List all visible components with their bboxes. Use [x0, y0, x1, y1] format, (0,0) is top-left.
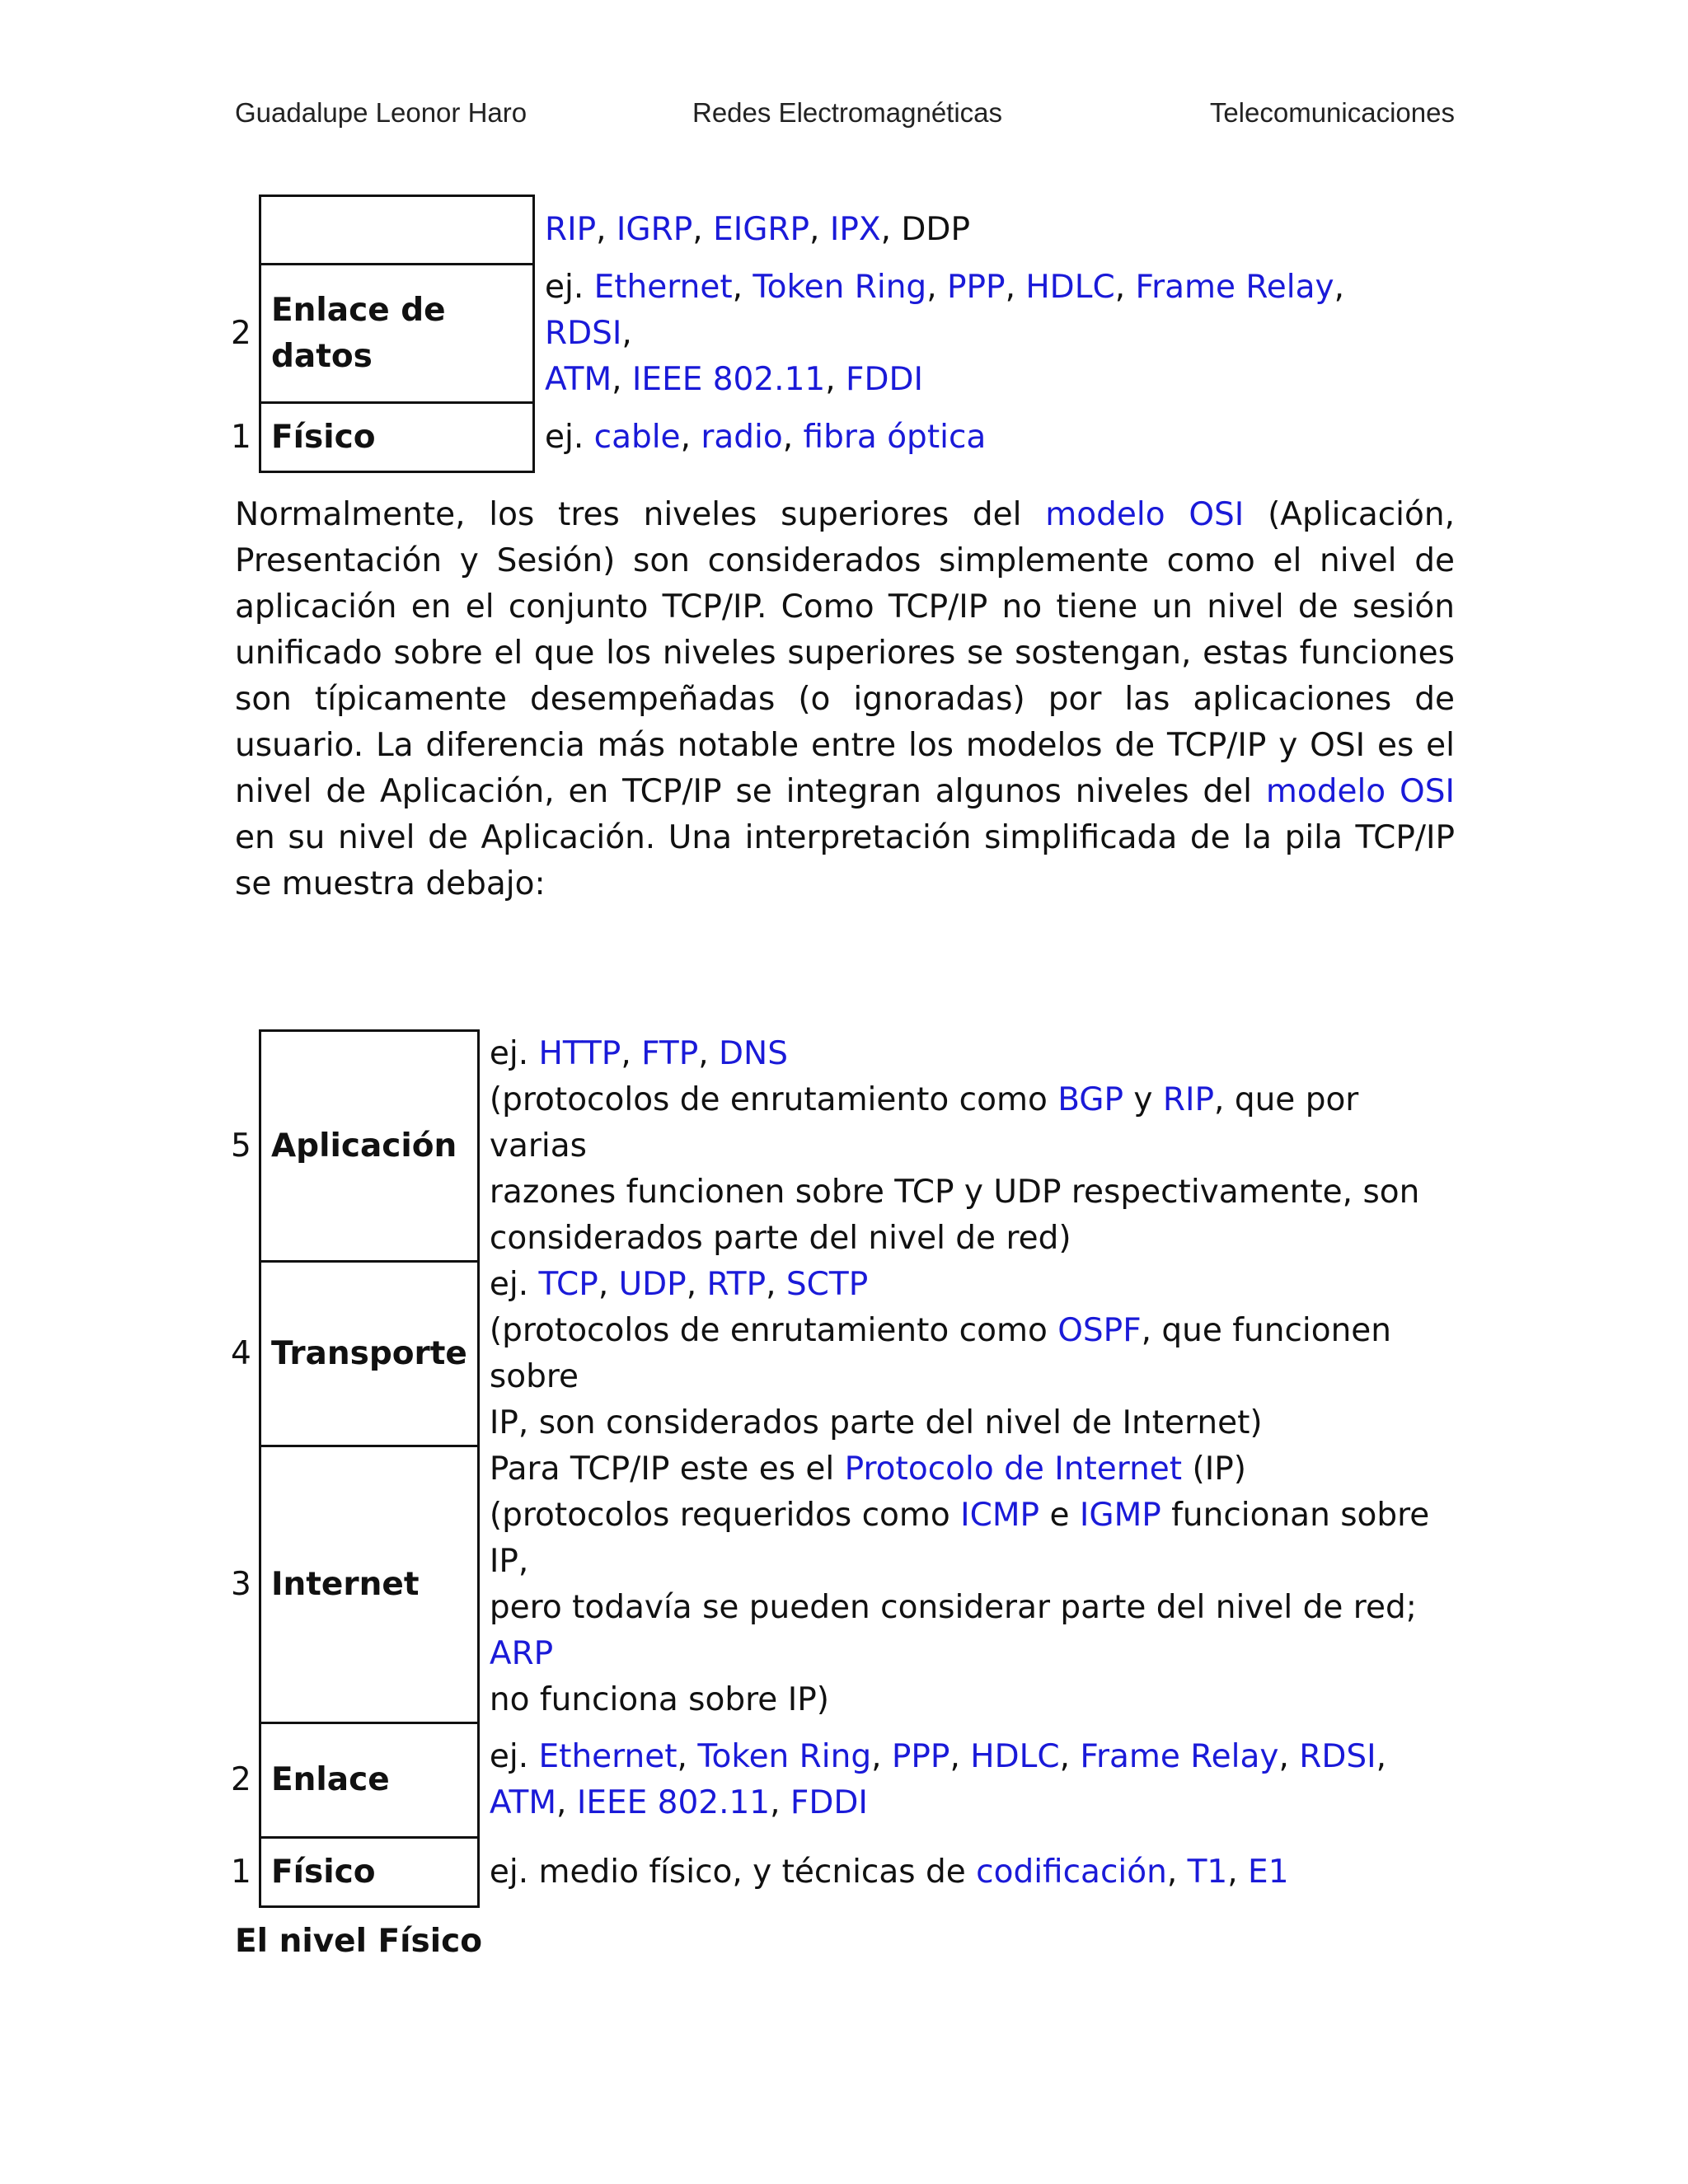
layer-name: Físico: [260, 403, 534, 472]
layer-description: Para TCP/IP este es el Protocolo de Internet (IP) (protocolos requeridos como ICMP e IGMP funcionan sobre IP, pero todavía se pueden considerar parte del nivel de red; ARP no funciona sobre IP): [489, 1450, 1430, 1718]
hyperlink[interactable]: TCP: [538, 1265, 598, 1303]
layer-description: ej. HTTP, FTP, DNS (protocolos de enrutamiento como BGP y RIP, que por varias razones funcionen sobre TCP y UDP respectivamente, son considerados parte del nivel de red): [489, 1034, 1420, 1257]
layer-name-line: datos: [271, 337, 373, 375]
layer-description: ej. medio físico, y técnicas de codificación, T1, E1: [489, 1853, 1289, 1891]
hyperlink[interactable]: IPX: [829, 211, 881, 248]
layer-number: 5: [231, 1127, 251, 1165]
table-row: [231, 265, 1435, 403]
hyperlink[interactable]: ARP: [489, 1634, 554, 1672]
layer-name: Transporte: [260, 1262, 479, 1446]
table-row: [231, 1723, 1454, 1838]
hyperlink[interactable]: PPP: [947, 268, 1006, 306]
hyperlink[interactable]: ATM: [489, 1784, 557, 1821]
hyperlink[interactable]: Ethernet: [538, 1738, 678, 1775]
header-subject: Telecomunicaciones: [1209, 97, 1455, 128]
layer-description: RIP, IGRP, EIGRP, IPX, DDP: [545, 211, 970, 248]
hyperlink[interactable]: RDSI: [1299, 1738, 1376, 1775]
hyperlink[interactable]: modelo OSI: [1045, 496, 1245, 533]
hyperlink[interactable]: codificación: [976, 1853, 1167, 1891]
hyperlink[interactable]: Token Ring: [753, 268, 927, 306]
tcpip-layers-table: [231, 1029, 1454, 1908]
page-header: [235, 97, 1455, 138]
hyperlink[interactable]: RDSI: [545, 314, 622, 352]
layer-number: 4: [231, 1334, 251, 1372]
hyperlink[interactable]: cable: [593, 418, 681, 456]
layer-number: 1: [231, 418, 251, 456]
layer-name: [260, 196, 534, 265]
table-row: [231, 403, 1435, 472]
hyperlink[interactable]: FDDI: [846, 360, 924, 398]
hyperlink[interactable]: Frame Relay: [1135, 268, 1334, 306]
table-row: [231, 1262, 1454, 1446]
hyperlink[interactable]: modelo OSI: [1265, 773, 1455, 810]
layer-name: Internet: [260, 1446, 479, 1723]
layer-name: [260, 265, 534, 403]
osi-layers-table: [231, 194, 1435, 473]
layer-number: 2: [231, 314, 251, 352]
layer-name-line: Enlace de: [271, 291, 446, 329]
hyperlink[interactable]: RTP: [706, 1265, 767, 1303]
hyperlink[interactable]: FTP: [641, 1034, 699, 1072]
body-paragraph: Normalmente, los tres niveles superiores del modelo OSI (Aplicación, Presentación y Sesión) son considerados simplemente como el nivel de aplicación en el conjunto TCP/IP. Como TCP/IP no tiene un nivel de sesión unificado sobre el que los niveles superiores se sostengan, estas funciones son típicamente desempeñadas (o ignoradas) por las aplicaciones de usuario. La diferencia más notable entre los modelos de TCP/IP y OSI es el nivel de Aplicación, en TCP/IP se integran algunos niveles del modelo OSI en su nivel de Aplicación. Una interpretación simplificada de la pila TCP/IP se muestra debajo:: [235, 496, 1455, 902]
layer-name: Físico: [260, 1838, 479, 1907]
table-row: [231, 1446, 1454, 1723]
layer-description: ej. Ethernet, Token Ring, PPP, HDLC, Frame Relay, RDSI, ATM, IEEE 802.11, FDDI: [545, 268, 1344, 398]
hyperlink[interactable]: ICMP: [960, 1496, 1040, 1534]
hyperlink[interactable]: EIGRP: [713, 211, 810, 248]
hyperlink[interactable]: T1: [1187, 1853, 1228, 1891]
hyperlink[interactable]: IGRP: [616, 211, 693, 248]
layer-description: ej. Ethernet, Token Ring, PPP, HDLC, Frame Relay, RDSI, ATM, IEEE 802.11, FDDI: [489, 1738, 1387, 1821]
hyperlink[interactable]: fibra óptica: [803, 418, 987, 456]
hyperlink[interactable]: ATM: [545, 360, 612, 398]
hyperlink[interactable]: HDLC: [970, 1738, 1060, 1775]
header-author: Guadalupe Leonor Haro: [235, 97, 528, 128]
hyperlink[interactable]: PPP: [891, 1738, 950, 1775]
hyperlink[interactable]: radio: [701, 418, 783, 456]
hyperlink[interactable]: UDP: [618, 1265, 687, 1303]
hyperlink[interactable]: BGP: [1057, 1080, 1124, 1118]
hyperlink[interactable]: RIP: [545, 211, 597, 248]
hyperlink[interactable]: Token Ring: [697, 1738, 872, 1775]
hyperlink[interactable]: OSPF: [1057, 1311, 1142, 1349]
hyperlink[interactable]: HTTP: [538, 1034, 621, 1072]
table-row: [231, 1838, 1454, 1907]
hyperlink[interactable]: Frame Relay: [1080, 1738, 1279, 1775]
header-course: Redes Electromagnéticas: [692, 97, 1003, 128]
layer-number: 1: [231, 1853, 251, 1891]
layer-number: [231, 196, 260, 265]
hyperlink[interactable]: IGMP: [1079, 1496, 1161, 1534]
hyperlink[interactable]: FDDI: [790, 1784, 868, 1821]
layer-name: Enlace: [260, 1723, 479, 1838]
hyperlink[interactable]: IEEE 802.11: [631, 360, 826, 398]
hyperlink[interactable]: Ethernet: [593, 268, 733, 306]
layer-number: 2: [231, 1761, 251, 1798]
hyperlink[interactable]: E1: [1248, 1853, 1289, 1891]
table-row: [231, 1031, 1454, 1262]
hyperlink[interactable]: RIP: [1162, 1080, 1215, 1118]
layer-number: 3: [231, 1565, 251, 1603]
hyperlink[interactable]: IEEE 802.11: [576, 1784, 771, 1821]
hyperlink[interactable]: DNS: [719, 1034, 788, 1072]
layer-description: ej. cable, radio, fibra óptica: [545, 418, 987, 456]
table-row: [231, 196, 1435, 265]
hyperlink[interactable]: SCTP: [785, 1265, 869, 1303]
layer-name: Aplicación: [260, 1031, 479, 1262]
section-title: El nivel Físico: [235, 1923, 483, 1960]
hyperlink[interactable]: HDLC: [1025, 268, 1115, 306]
layer-description: ej. TCP, UDP, RTP, SCTP (protocolos de enrutamiento como OSPF, que funcionen sobre IP, son considerados parte del nivel de Internet): [489, 1265, 1392, 1441]
hyperlink[interactable]: Protocolo de Internet: [844, 1450, 1183, 1488]
